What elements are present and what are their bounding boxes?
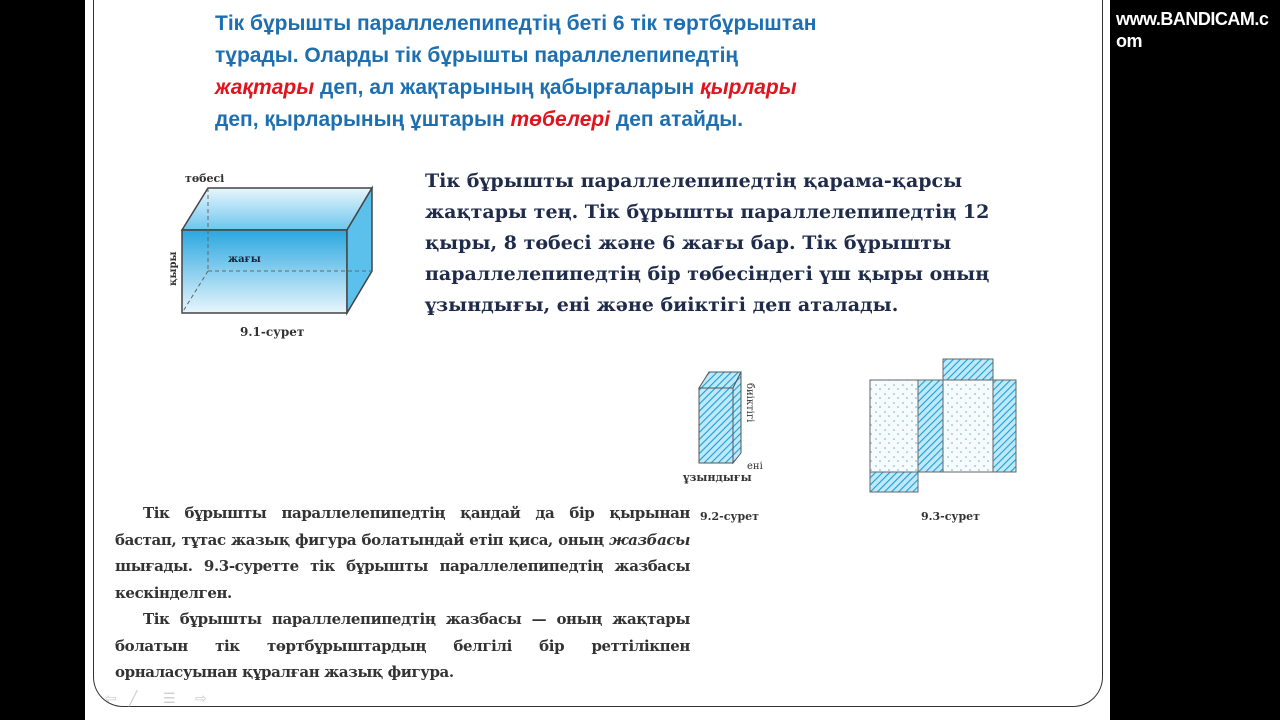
caption-9-3: 9.3-сурет [921,510,980,523]
forward-arrow-icon[interactable]: ⇨ [195,690,207,706]
label-height: биіктігі [744,383,755,423]
intro-line: деп, қырларының ұштарын [215,108,511,131]
intro-line: деп, ал жақтарының қабырғаларын [314,76,701,99]
pen-icon[interactable]: ╱ [129,690,138,706]
term-edges: қырлары [700,76,797,99]
textbook-paragraphs [115,500,690,686]
intro-line: тұрады. Оларды тік бұрышты параллелепипедтің [215,44,739,67]
label-width: ені [747,461,763,472]
intro-line: деп атайды. [610,108,744,131]
intro-text [215,8,975,136]
slide [85,0,1110,720]
facts-text: Тік бұрышты параллелепипедтің қарама-қарсы жақтары тең. Тік бұрышты параллелепипедтің 12 қыры, 8 төбесі және 6 жағы бар. Тік бұрышты параллелепипедтің бір төбесіндегі үш қыры оның ұзындығы, ені және биіктігі деп аталады. [425,170,990,316]
text: Тік бұрышты параллелепипедтің қандай да бір қырынан бастап, тұтас жазық фигура болатындай етіп қиса, оның [115,504,690,549]
back-arrow-icon[interactable]: ⇦ [105,690,117,706]
figure-9-2 [681,365,781,487]
caption-9-2: 9.2-сурет [700,510,759,523]
caption-9-1: 9.1-сурет [240,325,305,339]
figure-9-3 [865,355,1020,495]
label-length: ұзындығы [683,471,752,484]
intro-line: Тік бұрышты параллелепипедтің беті 6 тік төртбұрыштан [215,12,817,35]
text: шығады. 9.3-суретте тік бұрышты параллелепипедтің жазбасы кескінделген. [115,557,690,602]
paragraph [115,500,690,606]
label-edge: қыры [168,251,179,286]
menu-icon[interactable]: ☰ [163,690,176,706]
term-faces: жақтары [215,76,315,99]
label-vertex: төбесі [185,172,225,185]
term-net: жазбасы [608,530,690,549]
watermark: www.BANDICAM.com [1116,9,1269,51]
figure-9-1 [160,168,390,343]
term-vertices: төбелері [510,108,611,131]
label-face: жағы [228,254,261,265]
paragraph: Тік бұрышты параллелепипедтің жазбасы — оның жақтары болатын тік төртбұрыштардың белгілі бір реттілікпен орналасуынан құралған жазық фигура. [115,610,690,681]
